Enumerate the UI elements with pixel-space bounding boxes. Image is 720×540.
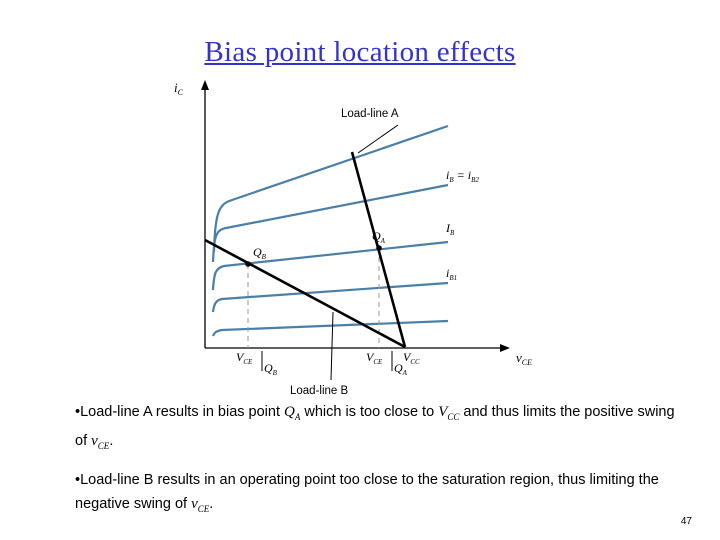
x-axis-label: $v_{CE}$ — [516, 350, 533, 367]
load-line-b-label: Load-line B — [290, 385, 349, 397]
qb-point — [245, 261, 251, 267]
slide-title: Bias point location effects — [204, 36, 516, 68]
vce-qb-mark: $V_{CE}$ — [236, 350, 253, 366]
load-line-b — [205, 240, 405, 347]
bullet-list — [75, 400, 685, 531]
page-number: 47 — [680, 516, 692, 527]
vce-qa-mark: $V_{CE}$ — [366, 350, 383, 366]
load-line-b-leader — [331, 312, 333, 380]
qb-label: $Q_B$ — [253, 245, 266, 261]
y-axis-arrow-icon — [201, 80, 209, 90]
bullet-load-line-b: •Load-line B results in an operating point too close to the saturation region, thus limiting the negative swing of $v_{CE}$. — [75, 471, 659, 514]
x-axis-arrow-icon — [500, 344, 510, 352]
curve-5 — [214, 126, 448, 252]
vce-qb-eval: $Q_B$ — [264, 361, 277, 377]
bullet-load-line-a: •Load-line A results in bias point $Q_A$ which is too close to $V_{CC}$ and thus limits the positive swing of $v_{CE}$. — [75, 404, 675, 451]
curve-label-ib-ib2: $i_B = i_{B2}$ — [446, 168, 479, 184]
y-axis-label: $i_C$ — [174, 80, 183, 97]
qa-point — [376, 245, 382, 251]
load-line-a-label: Load-line A — [341, 108, 399, 120]
vce-qa-eval: $Q_A$ — [394, 361, 407, 377]
qa-label: $Q_A$ — [372, 229, 385, 245]
vcc-mark: $V_{CC}$ — [403, 350, 420, 366]
load-line-a-leader — [358, 125, 398, 153]
curve-4 — [213, 185, 448, 262]
curve-label-ib1: $i_{B1}$ — [446, 266, 458, 282]
curve-label-ib: $I_B$ — [446, 221, 455, 237]
